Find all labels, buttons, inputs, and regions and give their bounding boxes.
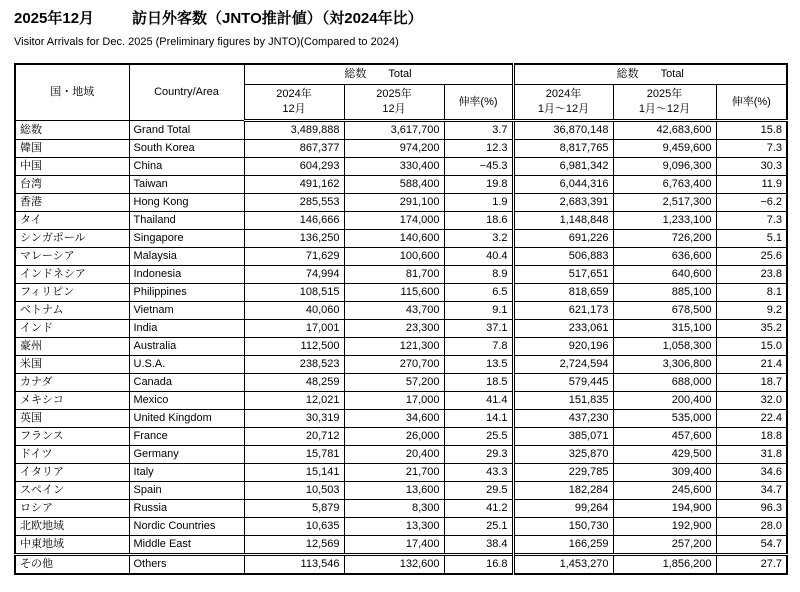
dec-growth-cell: 3.2 <box>444 230 513 248</box>
table-row <box>15 284 787 302</box>
country-jp-cell: イタリア <box>15 464 129 482</box>
col-header-ytd-2024 <box>513 85 613 121</box>
dec-2024-cell: 74,994 <box>244 266 344 284</box>
title-date: 2025年12月 <box>14 10 95 27</box>
page-subtitle: Visitor Arrivals for Dec. 2025 (Preliminary figures by JNTO)(Compared to 2024) <box>14 36 399 48</box>
dec-2025-cell: 43,700 <box>344 302 444 320</box>
ytd-2025-cell: 688,000 <box>613 374 716 392</box>
dec-2024-cell: 108,515 <box>244 284 344 302</box>
table-row <box>15 464 787 482</box>
ytd-2024-cell: 621,173 <box>513 302 613 320</box>
dec-growth-cell: 12.3 <box>444 140 513 158</box>
ytd-2024-cell: 1,148,848 <box>513 212 613 230</box>
country-jp-cell: 中国 <box>15 158 129 176</box>
ytd-2025-cell: 1,058,300 <box>613 338 716 356</box>
ytd-2025-cell: 6,763,400 <box>613 176 716 194</box>
table-row <box>15 338 787 356</box>
ytd-2024-cell: 151,835 <box>513 392 613 410</box>
dec-growth-cell: 29.3 <box>444 446 513 464</box>
dec-growth-cell: 19.8 <box>444 176 513 194</box>
country-en-cell: United Kingdom <box>129 410 244 428</box>
dec-2024-cell: 285,553 <box>244 194 344 212</box>
ytd-2025-cell: 9,096,300 <box>613 158 716 176</box>
dec-2025-cell: 121,300 <box>344 338 444 356</box>
ytd-growth-cell: 7.3 <box>716 212 787 230</box>
ytd-growth-cell: 5.1 <box>716 230 787 248</box>
dec-2024-cell: 238,523 <box>244 356 344 374</box>
dec-2025-cell: 3,617,700 <box>344 121 444 140</box>
dec-growth-cell: 1.9 <box>444 194 513 212</box>
dec-growth-cell: 13.5 <box>444 356 513 374</box>
ytd-2025-cell: 678,500 <box>613 302 716 320</box>
title-main: 訪日外客数（JNTO推計値）（対2024年比） <box>132 10 423 27</box>
dec-growth-cell: 25.5 <box>444 428 513 446</box>
country-jp-cell: スペイン <box>15 482 129 500</box>
country-en-cell: Grand Total <box>129 121 244 140</box>
ytd-growth-cell: 18.8 <box>716 428 787 446</box>
ytd-2024-cell: 325,870 <box>513 446 613 464</box>
dec-2024-cell: 15,781 <box>244 446 344 464</box>
dec-2025-cell: 34,600 <box>344 410 444 428</box>
dec-2024-cell: 30,319 <box>244 410 344 428</box>
dec-growth-cell: 8.9 <box>444 266 513 284</box>
country-en-cell: China <box>129 158 244 176</box>
ytd-2024-cell: 517,651 <box>513 266 613 284</box>
country-jp-cell: フランス <box>15 428 129 446</box>
col-header-dec-2024-period: 12月 <box>282 103 306 115</box>
ytd-growth-cell: 15.8 <box>716 121 787 140</box>
dec-growth-cell: 6.5 <box>444 284 513 302</box>
dec-2024-cell: 146,666 <box>244 212 344 230</box>
col-header-dec-2025-year: 2025年 <box>376 88 412 100</box>
table-row <box>15 194 787 212</box>
col-header-ytd-growth: 伸率(%) <box>716 85 787 121</box>
ytd-2024-cell: 437,230 <box>513 410 613 428</box>
dec-2025-cell: 140,600 <box>344 230 444 248</box>
ytd-growth-cell: 32.0 <box>716 392 787 410</box>
dec-2025-cell: 57,200 <box>344 374 444 392</box>
table-row <box>15 428 787 446</box>
dec-2024-cell: 604,293 <box>244 158 344 176</box>
ytd-growth-cell: 23.8 <box>716 266 787 284</box>
ytd-2024-cell: 818,659 <box>513 284 613 302</box>
ytd-2024-cell: 920,196 <box>513 338 613 356</box>
visitor-arrivals-table <box>14 63 788 575</box>
country-en-cell: Spain <box>129 482 244 500</box>
ytd-2025-cell: 257,200 <box>613 536 716 555</box>
ytd-2025-cell: 3,306,800 <box>613 356 716 374</box>
col-header-ytd-2025 <box>613 85 716 121</box>
ytd-2025-cell: 9,459,600 <box>613 140 716 158</box>
country-jp-cell: シンガポール <box>15 230 129 248</box>
table-row <box>15 392 787 410</box>
table-row <box>15 121 787 140</box>
ytd-2024-cell: 8,817,765 <box>513 140 613 158</box>
col-header-dec-2025-period: 12月 <box>382 103 406 115</box>
country-jp-cell: 米国 <box>15 356 129 374</box>
dec-2024-cell: 71,629 <box>244 248 344 266</box>
dec-2025-cell: 588,400 <box>344 176 444 194</box>
ytd-2024-cell: 182,284 <box>513 482 613 500</box>
ytd-growth-cell: 21.4 <box>716 356 787 374</box>
ytd-2025-cell: 726,200 <box>613 230 716 248</box>
dec-2024-cell: 10,635 <box>244 518 344 536</box>
dec-growth-cell: 41.2 <box>444 500 513 518</box>
ytd-2025-cell: 42,683,600 <box>613 121 716 140</box>
ytd-2024-cell: 6,981,342 <box>513 158 613 176</box>
country-en-cell: India <box>129 320 244 338</box>
ytd-growth-cell: 15.0 <box>716 338 787 356</box>
country-jp-cell: ロシア <box>15 500 129 518</box>
table-row <box>15 536 787 555</box>
table-row <box>15 176 787 194</box>
dec-2025-cell: 330,400 <box>344 158 444 176</box>
country-en-cell: Germany <box>129 446 244 464</box>
ytd-2024-cell: 6,044,316 <box>513 176 613 194</box>
ytd-2025-cell: 429,500 <box>613 446 716 464</box>
dec-growth-cell: 3.7 <box>444 121 513 140</box>
country-jp-cell: メキシコ <box>15 392 129 410</box>
country-en-cell: Mexico <box>129 392 244 410</box>
table-row <box>15 248 787 266</box>
header-row-groups <box>15 64 787 85</box>
ytd-growth-cell: 25.6 <box>716 248 787 266</box>
country-en-cell: Canada <box>129 374 244 392</box>
country-jp-cell: インド <box>15 320 129 338</box>
dec-2024-cell: 12,021 <box>244 392 344 410</box>
dec-growth-cell: −45.3 <box>444 158 513 176</box>
dec-2025-cell: 26,000 <box>344 428 444 446</box>
dec-2025-cell: 13,300 <box>344 518 444 536</box>
col-header-dec-growth: 伸率(%) <box>444 85 513 121</box>
table-row <box>15 482 787 500</box>
country-jp-cell: インドネシア <box>15 266 129 284</box>
table-row <box>15 320 787 338</box>
dec-growth-cell: 43.3 <box>444 464 513 482</box>
col-header-ytd-2024-year: 2024年 <box>545 88 582 100</box>
dec-2025-cell: 100,600 <box>344 248 444 266</box>
country-en-cell: Nordic Countries <box>129 518 244 536</box>
table-row <box>15 356 787 374</box>
table-row <box>15 230 787 248</box>
dec-2025-cell: 291,100 <box>344 194 444 212</box>
ytd-2024-cell: 2,724,594 <box>513 356 613 374</box>
dec-growth-cell: 40.4 <box>444 248 513 266</box>
col-header-dec-2024-year: 2024年 <box>276 88 312 100</box>
col-header-ytd-2025-period: 1月～12月 <box>638 103 691 115</box>
dec-2025-cell: 21,700 <box>344 464 444 482</box>
ytd-2025-cell: 1,233,100 <box>613 212 716 230</box>
ytd-2024-cell: 506,883 <box>513 248 613 266</box>
dec-growth-cell: 41.4 <box>444 392 513 410</box>
ytd-2024-cell: 99,264 <box>513 500 613 518</box>
ytd-2025-cell: 636,600 <box>613 248 716 266</box>
ytd-2024-cell: 2,683,391 <box>513 194 613 212</box>
country-en-cell: Philippines <box>129 284 244 302</box>
table-row <box>15 410 787 428</box>
dec-2024-cell: 17,001 <box>244 320 344 338</box>
dec-2025-cell: 115,600 <box>344 284 444 302</box>
country-jp-cell: その他 <box>15 555 129 575</box>
ytd-2024-cell: 166,259 <box>513 536 613 555</box>
country-en-cell: Singapore <box>129 230 244 248</box>
country-jp-cell: 総数 <box>15 121 129 140</box>
dec-2025-cell: 81,700 <box>344 266 444 284</box>
ytd-2025-cell: 640,600 <box>613 266 716 284</box>
ytd-growth-cell: 54.7 <box>716 536 787 555</box>
country-jp-cell: カナダ <box>15 374 129 392</box>
country-en-cell: Others <box>129 555 244 575</box>
country-jp-cell: マレーシア <box>15 248 129 266</box>
dec-growth-cell: 14.1 <box>444 410 513 428</box>
country-jp-cell: 英国 <box>15 410 129 428</box>
ytd-growth-cell: 34.7 <box>716 482 787 500</box>
ytd-growth-cell: 35.2 <box>716 320 787 338</box>
country-en-cell: France <box>129 428 244 446</box>
dec-2024-cell: 40,060 <box>244 302 344 320</box>
ytd-2024-cell: 229,785 <box>513 464 613 482</box>
country-jp-cell: フィリピン <box>15 284 129 302</box>
ytd-2025-cell: 192,900 <box>613 518 716 536</box>
ytd-2025-cell: 457,600 <box>613 428 716 446</box>
ytd-2025-cell: 309,400 <box>613 464 716 482</box>
table-row <box>15 140 787 158</box>
dec-2025-cell: 8,300 <box>344 500 444 518</box>
ytd-2024-cell: 233,061 <box>513 320 613 338</box>
ytd-growth-cell: 22.4 <box>716 410 787 428</box>
ytd-2025-cell: 194,900 <box>613 500 716 518</box>
dec-growth-cell: 18.6 <box>444 212 513 230</box>
dec-growth-cell: 7.8 <box>444 338 513 356</box>
dec-2024-cell: 113,546 <box>244 555 344 575</box>
col-header-country-en: Country/Area <box>129 64 244 121</box>
ytd-2025-cell: 315,100 <box>613 320 716 338</box>
country-jp-cell: 香港 <box>15 194 129 212</box>
dec-2024-cell: 867,377 <box>244 140 344 158</box>
ytd-growth-cell: 30.3 <box>716 158 787 176</box>
group-header-december: 総数 Total <box>244 64 513 85</box>
ytd-growth-cell: 8.1 <box>716 284 787 302</box>
country-jp-cell: ベトナム <box>15 302 129 320</box>
table-row <box>15 158 787 176</box>
ytd-2024-cell: 1,453,270 <box>513 555 613 575</box>
dec-growth-cell: 37.1 <box>444 320 513 338</box>
country-en-cell: Malaysia <box>129 248 244 266</box>
dec-growth-cell: 16.8 <box>444 555 513 575</box>
dec-2024-cell: 12,569 <box>244 536 344 555</box>
table-row <box>15 302 787 320</box>
ytd-2025-cell: 245,600 <box>613 482 716 500</box>
country-jp-cell: 台湾 <box>15 176 129 194</box>
dec-2024-cell: 491,162 <box>244 176 344 194</box>
dec-2024-cell: 112,500 <box>244 338 344 356</box>
dec-2025-cell: 132,600 <box>344 555 444 575</box>
dec-2024-cell: 3,489,888 <box>244 121 344 140</box>
ytd-growth-cell: 11.9 <box>716 176 787 194</box>
dec-2024-cell: 15,141 <box>244 464 344 482</box>
dec-2024-cell: 20,712 <box>244 428 344 446</box>
ytd-growth-cell: 7.3 <box>716 140 787 158</box>
country-en-cell: South Korea <box>129 140 244 158</box>
country-jp-cell: ドイツ <box>15 446 129 464</box>
ytd-2024-cell: 691,226 <box>513 230 613 248</box>
page-title <box>14 9 423 29</box>
country-jp-cell: 中東地域 <box>15 536 129 555</box>
ytd-2025-cell: 885,100 <box>613 284 716 302</box>
ytd-growth-cell: −6.2 <box>716 194 787 212</box>
dec-growth-cell: 29.5 <box>444 482 513 500</box>
dec-2025-cell: 17,000 <box>344 392 444 410</box>
table-row <box>15 518 787 536</box>
ytd-2025-cell: 1,856,200 <box>613 555 716 575</box>
dec-2025-cell: 20,400 <box>344 446 444 464</box>
country-en-cell: Middle East <box>129 536 244 555</box>
ytd-2024-cell: 150,730 <box>513 518 613 536</box>
ytd-2024-cell: 385,071 <box>513 428 613 446</box>
dec-growth-cell: 9.1 <box>444 302 513 320</box>
ytd-growth-cell: 96.3 <box>716 500 787 518</box>
col-header-ytd-2025-year: 2025年 <box>646 88 683 100</box>
table-row <box>15 266 787 284</box>
country-jp-cell: 北欧地域 <box>15 518 129 536</box>
dec-2025-cell: 270,700 <box>344 356 444 374</box>
dec-2024-cell: 10,503 <box>244 482 344 500</box>
table-row <box>15 555 787 575</box>
table-row <box>15 446 787 464</box>
ytd-2025-cell: 200,400 <box>613 392 716 410</box>
country-jp-cell: タイ <box>15 212 129 230</box>
dec-2025-cell: 23,300 <box>344 320 444 338</box>
col-header-dec-2024 <box>244 85 344 121</box>
ytd-growth-cell: 9.2 <box>716 302 787 320</box>
table-row <box>15 500 787 518</box>
dec-2025-cell: 17,400 <box>344 536 444 555</box>
table-row <box>15 374 787 392</box>
col-header-dec-2025 <box>344 85 444 121</box>
group-header-year-to-date: 総数 Total <box>513 64 787 85</box>
dec-growth-cell: 18.5 <box>444 374 513 392</box>
country-en-cell: Thailand <box>129 212 244 230</box>
ytd-growth-cell: 27.7 <box>716 555 787 575</box>
country-en-cell: Hong Kong <box>129 194 244 212</box>
dec-2025-cell: 974,200 <box>344 140 444 158</box>
ytd-2025-cell: 2,517,300 <box>613 194 716 212</box>
ytd-2025-cell: 535,000 <box>613 410 716 428</box>
country-en-cell: Indonesia <box>129 266 244 284</box>
dec-2024-cell: 5,879 <box>244 500 344 518</box>
dec-growth-cell: 25.1 <box>444 518 513 536</box>
ytd-growth-cell: 34.6 <box>716 464 787 482</box>
ytd-growth-cell: 18.7 <box>716 374 787 392</box>
col-header-country-jp: 国・地域 <box>15 64 129 121</box>
country-en-cell: Italy <box>129 464 244 482</box>
ytd-growth-cell: 31.8 <box>716 446 787 464</box>
country-en-cell: Taiwan <box>129 176 244 194</box>
country-jp-cell: 韓国 <box>15 140 129 158</box>
dec-2024-cell: 48,259 <box>244 374 344 392</box>
dec-2024-cell: 136,250 <box>244 230 344 248</box>
dec-growth-cell: 38.4 <box>444 536 513 555</box>
country-en-cell: Vietnam <box>129 302 244 320</box>
dec-2025-cell: 174,000 <box>344 212 444 230</box>
ytd-2024-cell: 579,445 <box>513 374 613 392</box>
dec-2025-cell: 13,600 <box>344 482 444 500</box>
col-header-ytd-2024-period: 1月～12月 <box>537 103 590 115</box>
country-en-cell: Australia <box>129 338 244 356</box>
country-en-cell: U.S.A. <box>129 356 244 374</box>
country-en-cell: Russia <box>129 500 244 518</box>
table-row <box>15 212 787 230</box>
ytd-2024-cell: 36,870,148 <box>513 121 613 140</box>
ytd-growth-cell: 28.0 <box>716 518 787 536</box>
country-jp-cell: 豪州 <box>15 338 129 356</box>
